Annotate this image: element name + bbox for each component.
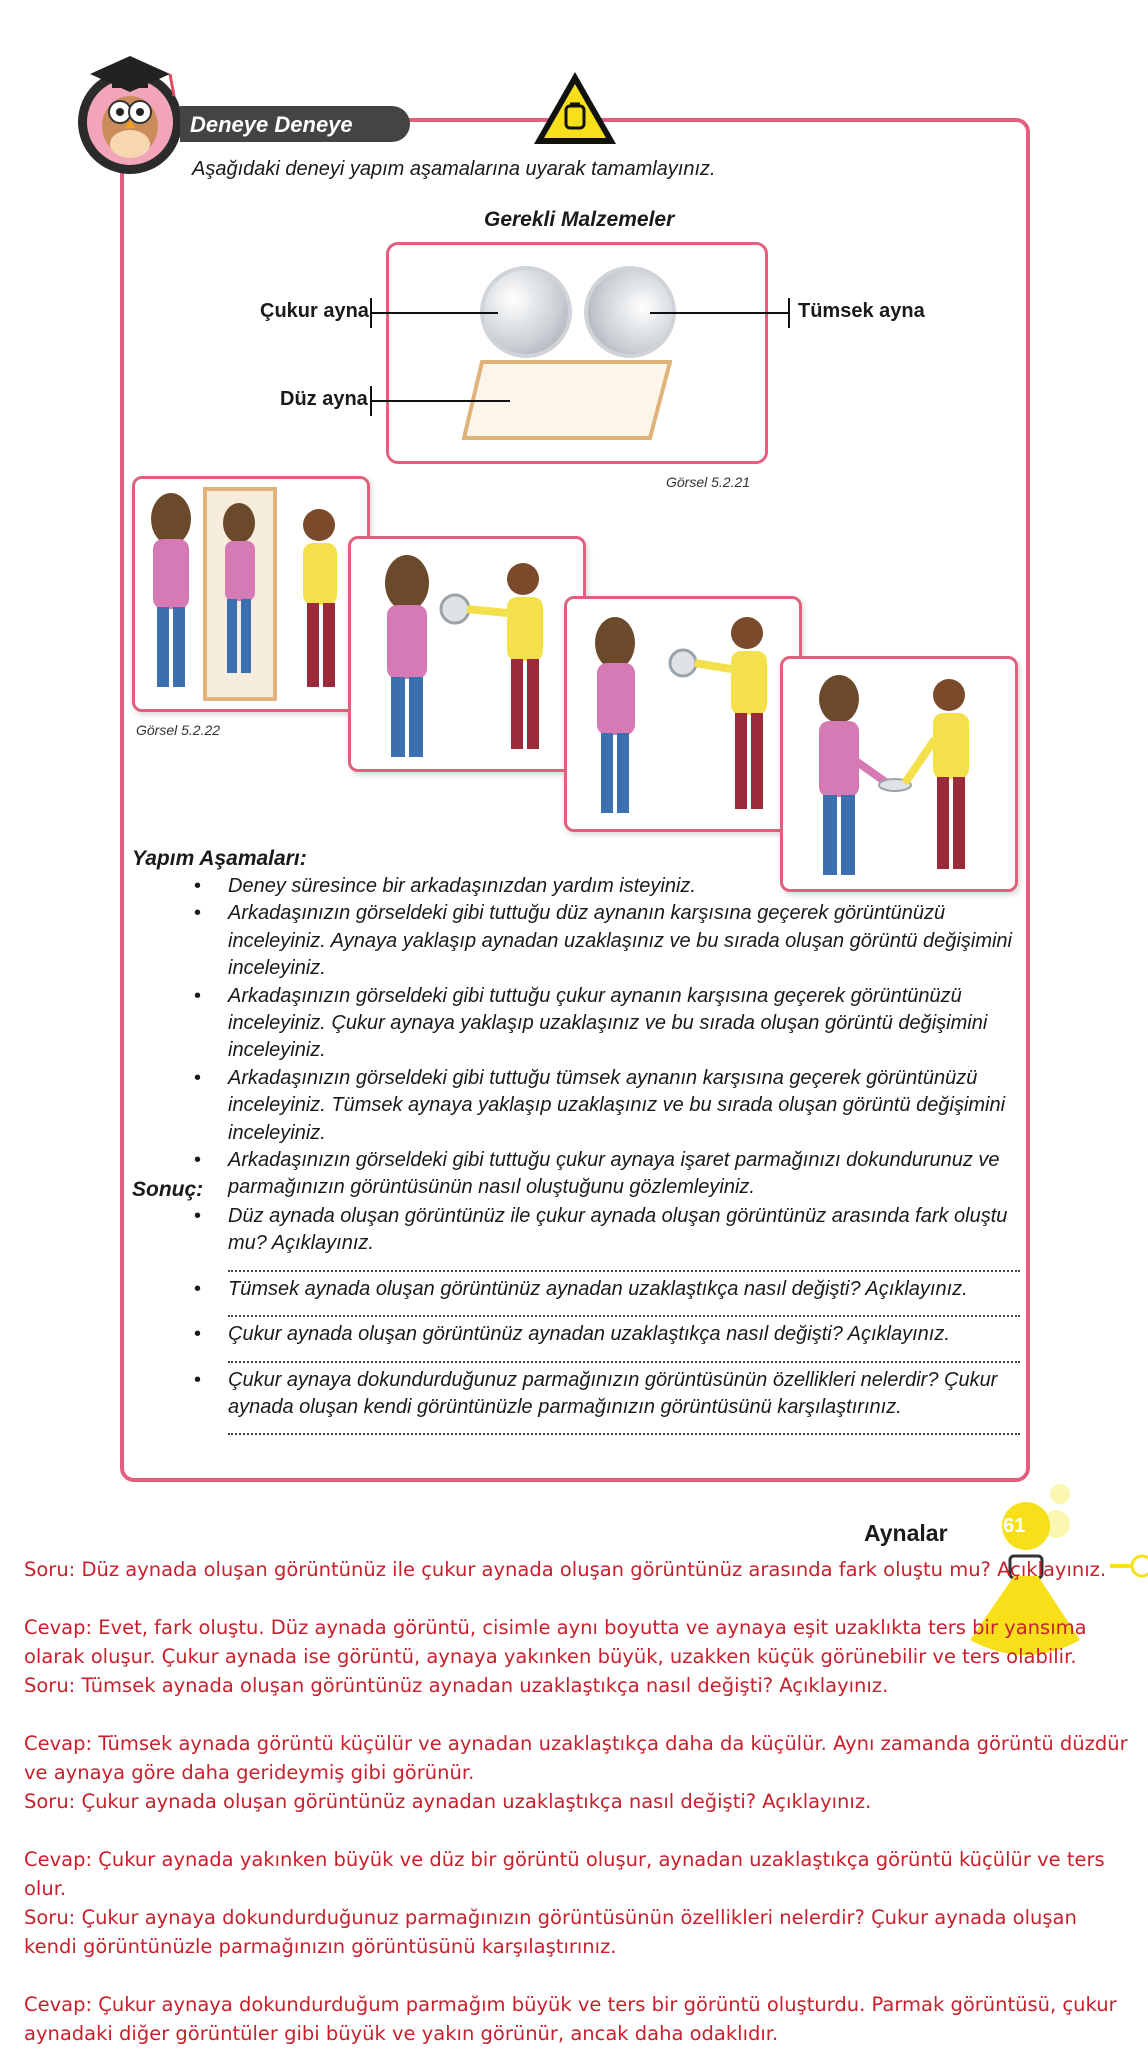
convex-label: Tümsek ayna	[798, 300, 925, 322]
qa-answer: Cevap: Tümsek aynada görüntü küçülür ve aynadan uzaklaştıkça daha da küçülür. Aynı zamanda görüntü düzdür ve aynaya göre daha gerideymiş gibi görünür.	[24, 1732, 1128, 1784]
photo-flat-mirror	[132, 476, 370, 712]
qa-block	[24, 1555, 1134, 2048]
section-title: Aynalar	[864, 1520, 948, 1546]
qa-question: Soru: Düz aynada oluşan görüntünüz ile çukur aynada oluşan görüntünüz arasında fark oluştu mu? Açıklayınız.	[24, 1558, 1107, 1581]
steps-title: Yapım Aşamaları:	[132, 847, 307, 870]
concave-pointer	[370, 312, 498, 314]
page-number: 161	[992, 1515, 1026, 1537]
photos-caption: Görsel 5.2.22	[136, 722, 221, 738]
photo-finger-mirror	[780, 656, 1018, 892]
step-item: • Deney süresince bir arkadaşınızdan yardım isteyiniz.	[190, 873, 1020, 900]
step-item: • Arkadaşınızın görseldeki gibi tuttuğu tümsek aynanın karşısına geçerek görüntünüzü inceleyiniz. Tümsek aynaya yaklaşıp uzaklaşınız ve bu sırada oluşan görüntü değişimini inceleyiniz.	[190, 1065, 1020, 1147]
answer-line	[228, 1421, 1020, 1435]
concave-label: Çukur ayna	[260, 300, 369, 322]
qa-question: Soru: Tümsek aynada oluşan görüntünüz aynadan uzaklaştıkça nasıl değişti? Açıklayınız.	[24, 1674, 889, 1697]
step-item: • Arkadaşınızın görseldeki gibi tuttuğu düz aynanın karşısına geçerek görüntünüzü inceleyiniz. Aynaya yaklaşıp aynadan uzaklaşınız ve bu sırada oluşan görüntü değişimini inceleyiniz.	[190, 900, 1020, 982]
flat-pointer	[370, 400, 510, 402]
qa-answer: Cevap: Çukur aynaya dokundurduğum parmağım büyük ve ters bir görüntü oluşturdu. Parmak görüntüsü, çukur aynadaki diğer görüntüler gibi büyük ve yakın görünür, ancak daha odaklıdır.	[24, 1993, 1117, 2045]
step-item: • Arkadaşınızın görseldeki gibi tuttuğu çukur aynanın karşısına geçerek görüntünüzü inceleyiniz. Çukur aynaya yaklaşıp uzaklaşınız ve bu sırada oluşan görüntü değişimini inceleyiniz.	[190, 983, 1020, 1065]
owl-mascot-icon	[60, 34, 200, 174]
result-title: Sonuç:	[132, 1178, 204, 1201]
answer-line	[228, 1258, 1020, 1272]
answer-line	[228, 1349, 1020, 1363]
step-item: • Arkadaşınızın görseldeki gibi tuttuğu çukur aynaya işaret parmağınızı dokundurunuz ve parmağınızın görüntüsünün nasıl oluştuğunu gözlemleyiniz.	[190, 1147, 1020, 1202]
steps-list	[190, 873, 1020, 1202]
convex-pointer	[650, 312, 790, 314]
result-item: • Düz aynada oluşan görüntünüz ile çukur aynada oluşan görüntünüz arasında fark oluştu mu? Açıklayınız.	[190, 1203, 1020, 1258]
answer-line	[228, 1303, 1020, 1317]
qa-answer: Cevap: Çukur aynada yakınken büyük ve düz bir görüntü oluşur, aynadan uzaklaştıkça görüntü küçülür ve ters olur.	[24, 1848, 1105, 1900]
flat-label: Düz ayna	[280, 388, 368, 410]
badge-label: Deneye Deneye	[190, 112, 353, 137]
concave-tick	[370, 298, 372, 328]
photo-concave-mirror	[348, 536, 586, 772]
materials-title: Gerekli Malzemeler	[484, 208, 675, 231]
result-list	[190, 1203, 1020, 1439]
result-item: • Çukur aynaya dokundurduğunuz parmağınızın görüntüsünün özellikleri nelerdir? Çukur aynada oluşan kendi görüntünüzle parmağınızın görüntüsünü karşılaştırınız.	[190, 1367, 1020, 1422]
convex-tick	[788, 298, 790, 328]
materials-caption: Görsel 5.2.21	[666, 474, 751, 490]
instruction-text: Aşağıdaki deneyi yapım aşamalarına uyarak tamamlayınız.	[192, 158, 716, 180]
warning-icon	[530, 68, 620, 148]
qa-answer: Cevap: Evet, fark oluştu. Düz aynada görüntü, cisimle aynı boyutta ve aynaya eşit uzaklıkta ters bir yansıma olarak oluşur. Çukur aynada ise görüntü, aynaya yakınken büyük, uzakken küçük görünebilir ve ters olabilir.	[24, 1616, 1087, 1668]
qa-question: Soru: Çukur aynada oluşan görüntünüz aynadan uzaklaştıkça nasıl değişti? Açıklayınız.	[24, 1790, 872, 1813]
result-item: • Çukur aynada oluşan görüntünüz aynadan uzaklaştıkça nasıl değişti? Açıklayınız.	[190, 1321, 1020, 1348]
qa-question: Soru: Çukur aynaya dokundurduğunuz parmağınızın görüntüsünün özellikleri nelerdir? Çukur aynada oluşan kendi görüntünüzle parmağınızın görüntüsünü karşılaştırınız.	[24, 1906, 1077, 1958]
flat-tick	[370, 386, 372, 416]
result-item: • Tümsek aynada oluşan görüntünüz aynadan uzaklaştıkça nasıl değişti? Açıklayınız.	[190, 1276, 1020, 1303]
photo-convex-mirror	[564, 596, 802, 832]
